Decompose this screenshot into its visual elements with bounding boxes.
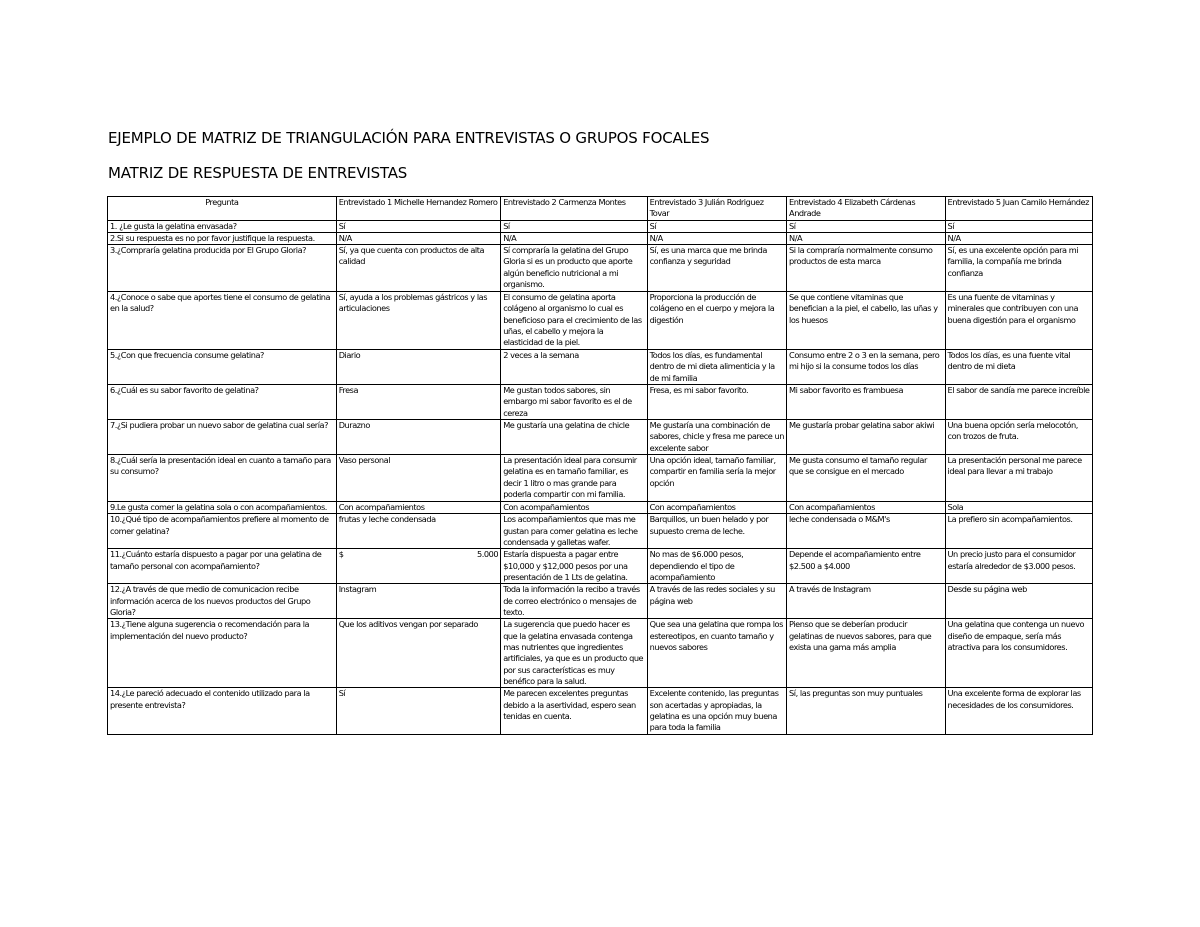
answer-cell: El sabor de sandía me parece increíble	[945, 385, 1092, 420]
answer-cell: Me gustan todos sabores, sin embargo mi sabor favorito es el de cereza	[501, 385, 647, 420]
answer-cell: Todos los días, es fundamental dentro de mi dieta alimenticia y la de mi familia	[647, 350, 786, 385]
answer-cell: Un precio justo para el consumidor estaría alrededor de $3.000 pesos.	[945, 549, 1092, 584]
answer-cell: frutas y leche condensada	[336, 514, 501, 549]
answer-cell: La prefiero sin acompañamientos.	[945, 514, 1092, 549]
answer-cell: Fresa	[336, 385, 501, 420]
answer-cell: 2 veces a la semana	[501, 350, 647, 385]
document-subtitle: MATRIZ DE RESPUESTA DE ENTREVISTAS	[108, 164, 408, 182]
answer-cell: Sí, es una excelente opción para mi familia, la compañía me brinda confianza	[945, 245, 1092, 292]
question-cell: 7.¿Si pudiera probar un nuevo sabor de gelatina cual sería?	[108, 420, 337, 455]
answer-cell: Con acompañamientos	[787, 502, 945, 514]
answer-cell: Barquillos, un buen helado y por supuesto crema de leche.	[647, 514, 786, 549]
table-row	[108, 688, 1093, 735]
table-row	[108, 514, 1093, 549]
answer-cell: N/A	[945, 232, 1092, 244]
answer-cell: Sí	[945, 220, 1092, 232]
answer-cell: Que los aditivos vengan por separado	[336, 619, 501, 688]
answer-cell: Excelente contenido, las preguntas son acertadas y apropiadas, la gelatina es una opción muy buena para toda la familia	[647, 688, 786, 735]
answer-cell: Con acompañamientos	[647, 502, 786, 514]
answer-cell: Me gustaría probar gelatina sabor akiwi	[787, 420, 945, 455]
question-cell: 8.¿Cuál sería la presentación ideal en cuanto a tamaño para su consumo?	[108, 455, 337, 502]
answer-cell: Depende el acompañamiento entre $2.500 a $4.000	[787, 549, 945, 584]
answer-cell: Sí	[336, 688, 501, 735]
answer-cell: Toda la información la recibo a través de correo electrónico o mensajes de texto.	[501, 584, 647, 619]
answer-cell: Diario	[336, 350, 501, 385]
answer-cell: N/A	[336, 232, 501, 244]
answer-cell: Instagram	[336, 584, 501, 619]
table-row	[108, 420, 1093, 455]
question-cell: 1. ¿Le gusta la gelatina envasada?	[108, 220, 337, 232]
answer-cell: Una opción ideal, tamaño familiar, compartir en familia sería la mejor opción	[647, 455, 786, 502]
answer-cell: Pienso que se deberían producir gelatinas de nuevos sabores, para que exista una gama más amplia	[787, 619, 945, 688]
question-cell: 6.¿Cuál es su sabor favorito de gelatina?	[108, 385, 337, 420]
answer-cell: Me parecen excelentes preguntas debido a la asertividad, espero sean tenidas en cuenta.	[501, 688, 647, 735]
table-row	[108, 549, 1093, 584]
table-row	[108, 502, 1093, 514]
answer-cell: Sí	[787, 220, 945, 232]
answer-cell: Una excelente forma de explorar las necesidades de los consumidores.	[945, 688, 1092, 735]
header-interviewee-3: Entrevistado 3 Julián Rodriguez Tovar	[647, 197, 786, 221]
answer-cell: Es una fuente de vitaminas y minerales que contribuyen con una buena digestión para el organismo	[945, 292, 1092, 350]
answer-cell: Mi sabor favorito es frambuesa	[787, 385, 945, 420]
question-cell: 5.¿Con que frecuencia consume gelatina?	[108, 350, 337, 385]
currency-symbol: $	[338, 549, 344, 560]
answer-cell: No mas de $6.000 pesos, dependiendo el tipo de acompañamiento	[647, 549, 786, 584]
answer-cell: Sola	[945, 502, 1092, 514]
answer-cell: El consumo de gelatina aporta colágeno al organismo lo cual es beneficioso para el crecimiento de las uñas, el cabello y mejora la elasticidad de la piel.	[501, 292, 647, 350]
table-body	[108, 220, 1093, 735]
document-title: EJEMPLO DE MATRIZ DE TRIANGULACIÓN PARA ENTREVISTAS O GRUPOS FOCALES	[108, 129, 710, 147]
table-row	[108, 385, 1093, 420]
answer-cell: leche condensada o M&M's	[787, 514, 945, 549]
answer-cell: A través de las redes sociales y su página web	[647, 584, 786, 619]
question-cell: 13.¿Tiene alguna sugerencia o recomendación para la implementación del nuevo producto?	[108, 619, 337, 688]
answer-cell: Sí, ya que cuenta con productos de alta calidad	[336, 245, 501, 292]
answer-cell: Estaría dispuesta a pagar entre $10,000 y $12,000 pesos por una presentación de 1 Lts de gelatina.	[501, 549, 647, 584]
answer-cell: N/A	[787, 232, 945, 244]
table-row	[108, 350, 1093, 385]
table-row	[108, 232, 1093, 244]
header-question: Pregunta	[108, 197, 337, 221]
question-cell: 9.Le gusta comer la gelatina sola o con acompañamientos.	[108, 502, 337, 514]
question-cell: 10.¿Qué tipo de acompañamientos prefiere al momento de comer gelatina?	[108, 514, 337, 549]
table-row	[108, 584, 1093, 619]
answer-cell: Sí, las preguntas son muy puntuales	[787, 688, 945, 735]
header-interviewee-4: Entrevistado 4 Elizabeth Cárdenas Andrade	[787, 197, 945, 221]
answer-cell: Sí	[336, 220, 501, 232]
response-matrix-table	[107, 196, 1093, 735]
answer-cell: N/A	[647, 232, 786, 244]
answer-cell: Que sea una gelatina que rompa los estereotipos, en cuanto tamaño y nuevos sabores	[647, 619, 786, 688]
answer-cell: Una buena opción sería melocotón, con trozos de fruta.	[945, 420, 1092, 455]
table-row	[108, 220, 1093, 232]
question-cell: 3.¿Compraría gelatina producida por El Grupo Gloria?	[108, 245, 337, 292]
answer-cell: Si la compraría normalmente consumo productos de esta marca	[787, 245, 945, 292]
question-cell: 11.¿Cuánto estaría dispuesto a pagar por una gelatina de tamaño personal con acompañamiento?	[108, 549, 337, 584]
table-row	[108, 292, 1093, 350]
question-cell: 14.¿Le pareció adecuado el contenido utilizado para la presente entrevista?	[108, 688, 337, 735]
question-cell: 12.¿A través de que medio de comunicacion recibe información acerca de los nuevos productos del Grupo Gloria?	[108, 584, 337, 619]
answer-cell: Consumo entre 2 o 3 en la semana, pero mi hijo si la consume todos los días	[787, 350, 945, 385]
answer-cell: Sí, ayuda a los problemas gástricos y las articulaciones	[336, 292, 501, 350]
answer-cell: Desde su página web	[945, 584, 1092, 619]
header-interviewee-5: Entrevistado 5 Juan Camilo Hernández	[945, 197, 1092, 221]
header-interviewee-2: Entrevistado 2 Carmenza Montes	[501, 197, 647, 221]
answer-cell: La presentación personal me parece ideal para llevar a mi trabajo	[945, 455, 1092, 502]
answer-cell: Sí	[647, 220, 786, 232]
answer-cell: Sí, es una marca que me brinda confianza y seguridad	[647, 245, 786, 292]
question-cell: 2.Si su respuesta es no por favor justifique la respuesta.	[108, 232, 337, 244]
answer-cell: Proporciona la producción de colágeno en el cuerpo y mejora la digestión	[647, 292, 786, 350]
answer-cell: Con acompañamientos	[501, 502, 647, 514]
answer-cell: Durazno	[336, 420, 501, 455]
answer-cell: Sí	[501, 220, 647, 232]
answer-cell: Fresa, es mi sabor favorito.	[647, 385, 786, 420]
answer-cell: Me gustaría una gelatina de chicle	[501, 420, 647, 455]
answer-cell: Se que contiene vitaminas que benefician a la piel, el cabello, las uñas y los huesos	[787, 292, 945, 350]
answer-cell: A través de Instagram	[787, 584, 945, 619]
answer-cell: Todos los días, es una fuente vital dentro de mi dieta	[945, 350, 1092, 385]
answer-cell: N/A	[501, 232, 647, 244]
answer-cell: La sugerencia que puedo hacer es que la gelatina envasada contenga mas nutrientes que ingredientes artificiales, ya que es un producto que por sus características es muy benéfico para la salud.	[501, 619, 647, 688]
answer-cell: Con acompañamientos	[336, 502, 501, 514]
table-row	[108, 245, 1093, 292]
table-row	[108, 619, 1093, 688]
answer-cell: Me gustaría una combinación de sabores, chicle y fresa me parece un excelente sabor	[647, 420, 786, 455]
answer-cell: Me gusta consumo el tamaño regular que se consigue en el mercado	[787, 455, 945, 502]
answer-cell: Una gelatina que contenga un nuevo diseño de empaque, sería más atractiva para los consumidores.	[945, 619, 1092, 688]
answer-cell	[336, 549, 501, 584]
answer-cell: La presentación ideal para consumir gelatina es en tamaño familiar, es decir 1 litro o mas grande para poderla compartir con mi familia.	[501, 455, 647, 502]
amount-value: 5.000	[476, 549, 499, 560]
table-row	[108, 455, 1093, 502]
table-header-row	[108, 197, 1093, 221]
header-interviewee-1: Entrevistado 1 Michelle Hernandez Romero	[336, 197, 501, 221]
answer-cell: Vaso personal	[336, 455, 501, 502]
question-cell: 4.¿Conoce o sabe que aportes tiene el consumo de gelatina en la salud?	[108, 292, 337, 350]
answer-cell: Sí compraría la gelatina del Grupo Gloria si es un producto que aporte algún beneficio nutricional a mi organismo.	[501, 245, 647, 292]
answer-cell: Los acompañamientos que mas me gustan para comer gelatina es leche condensada y galletas wafer.	[501, 514, 647, 549]
